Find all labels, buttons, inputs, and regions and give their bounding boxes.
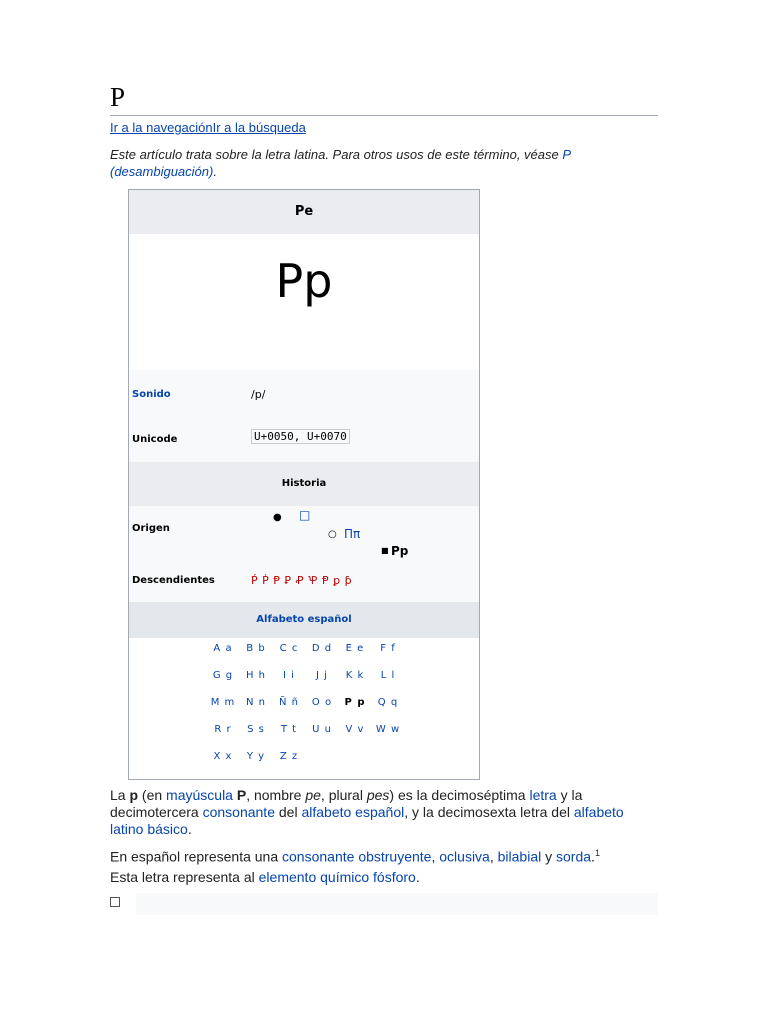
italic-pes: pes bbox=[366, 787, 390, 803]
alpha-letter-d[interactable]: D d bbox=[311, 643, 333, 654]
origen-level1-glyph[interactable]: □ bbox=[299, 508, 311, 522]
alpha-letter-o[interactable]: O o bbox=[311, 697, 333, 708]
title-divider bbox=[110, 115, 658, 116]
text: , bbox=[431, 848, 440, 865]
page-title: P bbox=[110, 82, 126, 112]
alpha-letter-q[interactable]: Q q bbox=[377, 697, 399, 708]
origen-bullet-1: ● bbox=[273, 512, 282, 523]
alpha-letter-s[interactable]: S s bbox=[247, 724, 265, 735]
text: Esta letra representa al bbox=[110, 869, 259, 885]
italic-pe: pe bbox=[305, 787, 321, 803]
link-fosforo[interactable]: fósforo bbox=[373, 869, 416, 885]
link-mayuscula[interactable]: mayúscula bbox=[166, 787, 233, 803]
link-bilabial[interactable]: bilabial bbox=[497, 848, 542, 865]
text: . bbox=[415, 869, 420, 885]
alpha-letter-l[interactable]: L l bbox=[380, 670, 396, 681]
alpha-letter-e[interactable]: E e bbox=[345, 643, 365, 654]
text: . bbox=[591, 848, 595, 865]
origen-level2-text[interactable]: Ππ bbox=[344, 527, 361, 541]
alpha-letter-f[interactable]: F f bbox=[380, 643, 396, 654]
toc-placeholder-bar bbox=[136, 893, 658, 915]
text: , nombre bbox=[246, 787, 306, 803]
sonido-value[interactable]: /p/ bbox=[251, 388, 266, 401]
alpha-letter-w[interactable]: W w bbox=[375, 724, 401, 735]
alpha-letter-p-current: P p bbox=[344, 697, 366, 708]
sonido-label[interactable]: Sonido bbox=[132, 389, 171, 400]
text: La bbox=[110, 787, 130, 803]
bold-p: p bbox=[129, 787, 139, 803]
historia-header: Historia bbox=[129, 462, 479, 506]
text: del bbox=[275, 804, 302, 820]
alpha-letter-y[interactable]: Y y bbox=[246, 751, 266, 762]
unicode-value bbox=[251, 430, 350, 443]
link-letra[interactable]: letra bbox=[529, 787, 557, 803]
link-consonante[interactable]: consonante bbox=[202, 804, 275, 820]
alpha-letter-h[interactable]: H h bbox=[245, 670, 267, 681]
text: En español representa una bbox=[110, 848, 283, 865]
alpha-letter-n[interactable]: N n bbox=[246, 697, 266, 708]
text: , bbox=[489, 848, 498, 865]
text: (en bbox=[138, 787, 167, 803]
infobox bbox=[128, 189, 480, 780]
link-alfabeto-latino[interactable]: alfabeto latino básico bbox=[110, 804, 624, 837]
unicode-code: U+0050, U+0070 bbox=[251, 429, 350, 444]
alpha-letter-c[interactable]: C c bbox=[279, 643, 299, 654]
alphabet-header[interactable]: Alfabeto español bbox=[129, 602, 479, 638]
alpha-letter-x[interactable]: X x bbox=[213, 751, 233, 762]
checkbox-icon[interactable] bbox=[110, 897, 120, 907]
alpha-letter-a[interactable]: A a bbox=[213, 643, 233, 654]
hatnote-text: Este artículo trata sobre la letra latina. Para otros usos de este término, véase bbox=[110, 147, 563, 162]
link-consonante[interactable]: consonante bbox=[282, 848, 355, 865]
hatnote-suffix: . bbox=[213, 164, 217, 179]
text: . bbox=[187, 821, 192, 837]
descendientes-label: Descendientes bbox=[132, 575, 215, 586]
origen-bullet-3: ■ bbox=[381, 546, 389, 555]
infobox-glyph-image: Pp bbox=[129, 234, 479, 370]
alpha-letter-r[interactable]: R r bbox=[214, 724, 232, 735]
text: y la decimotercera bbox=[110, 787, 583, 820]
alpha-letter-b[interactable]: B b bbox=[246, 643, 266, 654]
reference-1[interactable]: 1 bbox=[594, 848, 600, 858]
alpha-letter-v[interactable]: V v bbox=[345, 724, 365, 735]
text: , y la decimosexta letra del bbox=[404, 804, 574, 820]
origen-level3-glyph: Pp bbox=[391, 544, 409, 558]
paragraph-chemistry bbox=[110, 869, 658, 886]
paragraph-pronunciation bbox=[110, 845, 658, 866]
alpha-letter-u[interactable]: U u bbox=[312, 724, 332, 735]
infobox-header: Pe bbox=[129, 190, 479, 234]
alpha-letter-j[interactable]: J j bbox=[316, 670, 328, 681]
alpha-letter-i[interactable]: I i bbox=[283, 670, 295, 681]
jump-links[interactable]: Ir a la navegaciónIr a la búsqueda bbox=[110, 120, 306, 135]
hatnote-disambiguation-link[interactable]: P (desambiguación) bbox=[110, 147, 571, 179]
bold-P: P bbox=[236, 787, 247, 803]
alpha-letter-g[interactable]: G g bbox=[212, 670, 234, 681]
link-oclusiva[interactable]: oclusiva bbox=[439, 848, 490, 865]
alpha-letter-t[interactable]: T t bbox=[280, 724, 298, 735]
alpha-letter-enye[interactable]: Ñ ñ bbox=[279, 697, 299, 708]
link-elemento-quimico[interactable]: elemento químico bbox=[258, 869, 370, 885]
origen-level2-glyph[interactable] bbox=[344, 527, 360, 541]
text: ) es la decimoséptima bbox=[389, 787, 530, 803]
link-alfabeto-espanol[interactable]: alfabeto español bbox=[301, 804, 405, 820]
descendientes-value[interactable]: Ṕ Ṗ Ᵽ Ꝑ Ꝓ Ꝕ Ᵽ ꝑ ƥ bbox=[251, 574, 353, 587]
alpha-letter-k[interactable]: K k bbox=[345, 670, 365, 681]
link-sorda[interactable]: sorda bbox=[556, 848, 592, 865]
text: y bbox=[541, 848, 557, 865]
alpha-letter-z[interactable]: Z z bbox=[279, 751, 299, 762]
link-obstruyente[interactable]: obstruyente bbox=[358, 848, 432, 865]
text: , plural bbox=[320, 787, 367, 803]
unicode-label: Unicode bbox=[132, 434, 178, 445]
origen-bullet-2: ○ bbox=[328, 529, 337, 540]
origen-label: Origen bbox=[132, 523, 170, 534]
paragraph-intro bbox=[110, 787, 658, 838]
alpha-letter-m[interactable]: M m bbox=[210, 697, 236, 708]
hatnote bbox=[110, 146, 658, 180]
alphabet-grid bbox=[129, 638, 479, 779]
